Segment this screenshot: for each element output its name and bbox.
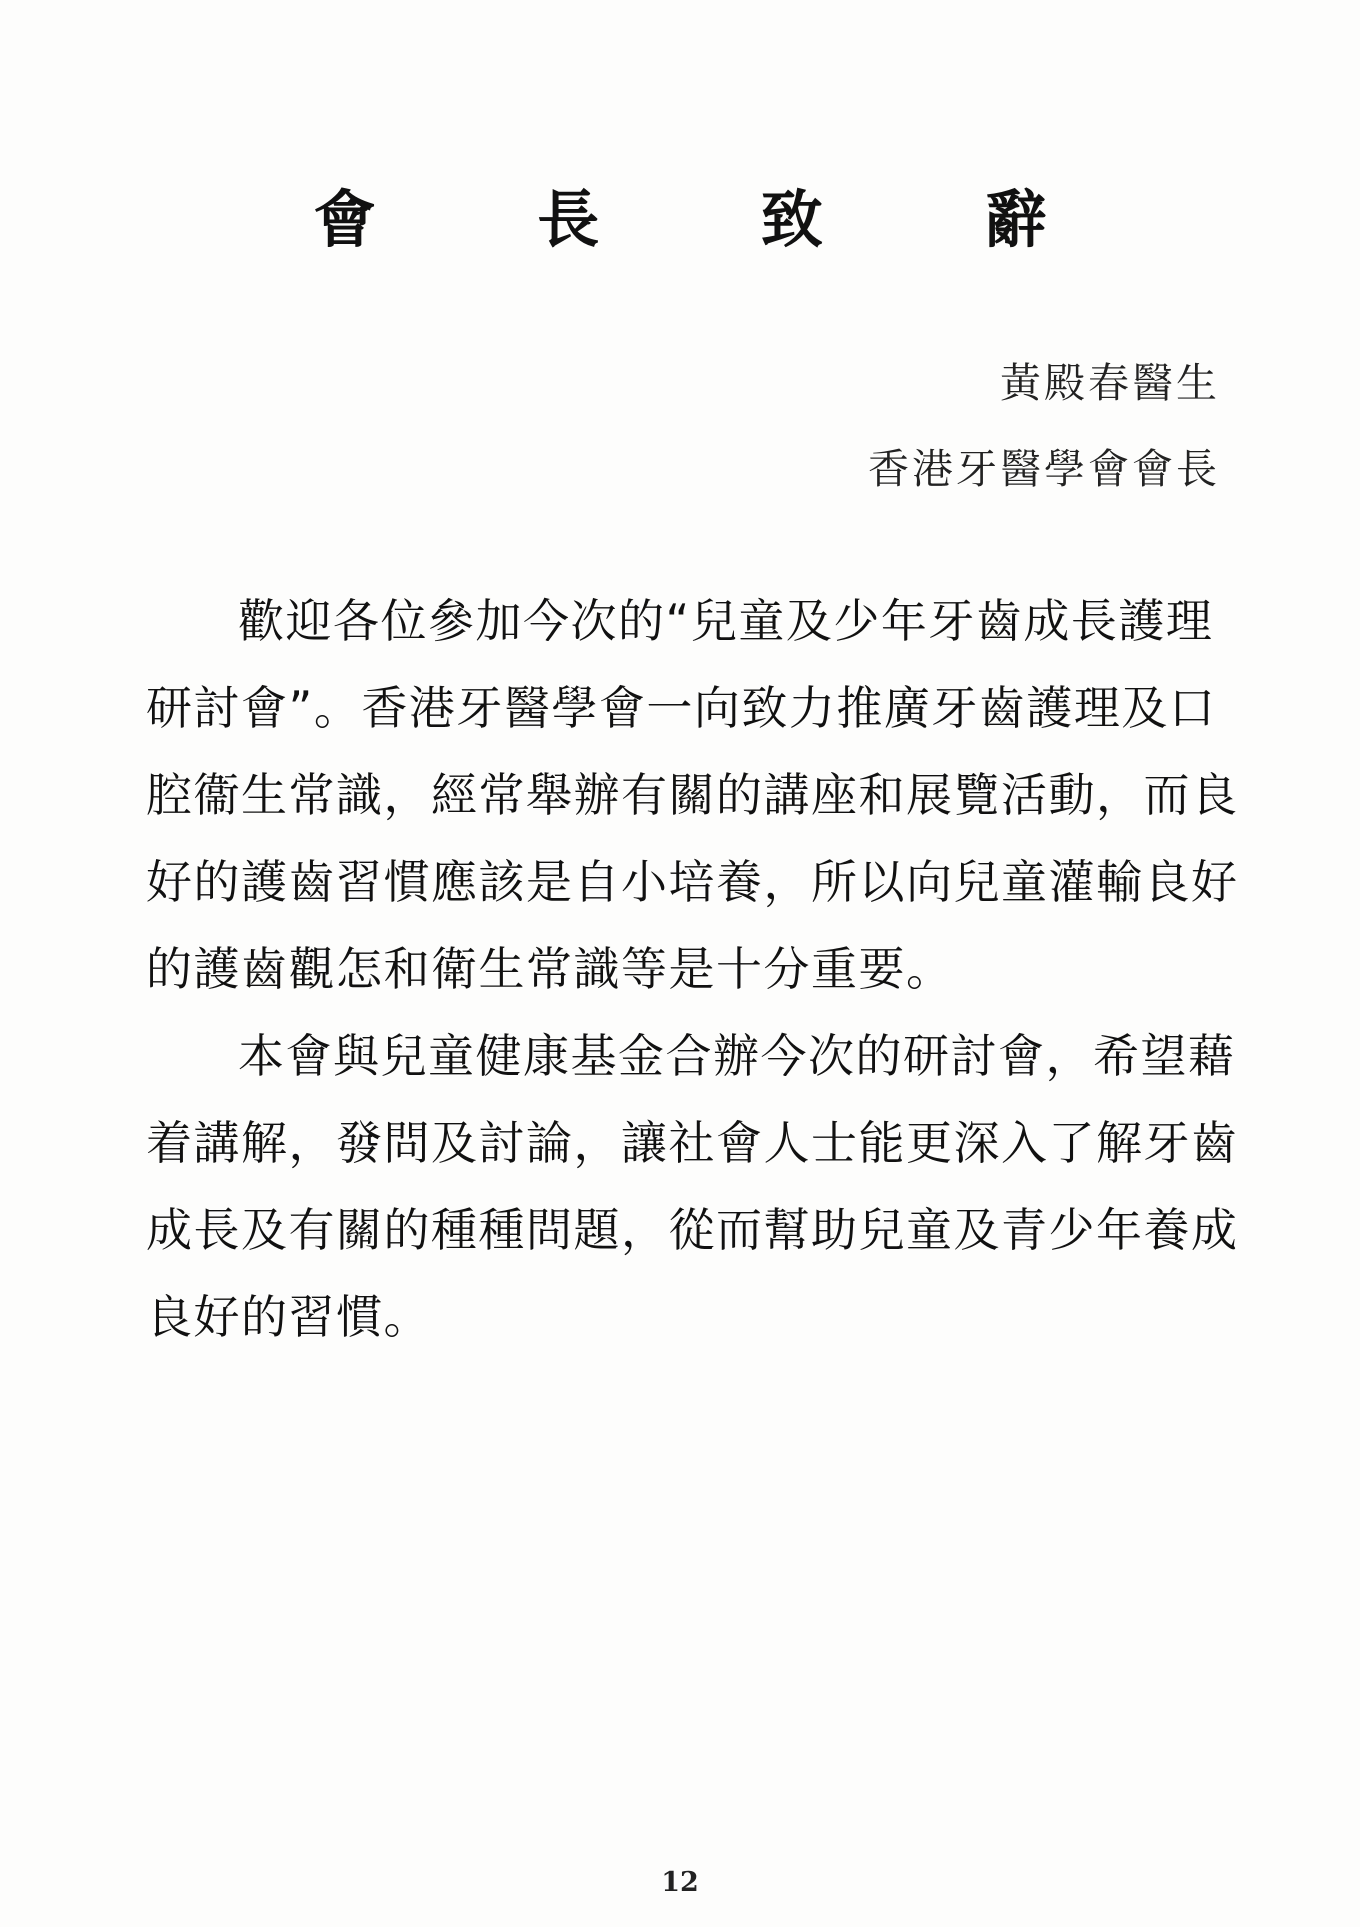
text-line: 着講解，發問及討論，讓社會人士能更深入了解牙齒 [146,1116,1239,1170]
message-body [146,578,1239,1361]
text-line: 腔衞生常識，經常舉辦有關的講座和展覽活動，而良 [146,768,1239,822]
page-title: 會 長 致 辭 [313,183,1117,256]
text-line: 良好的習慣。 [146,1290,431,1344]
paragraph [146,1013,1239,1361]
text-line: 研討會”。香港牙醫學會一向致力推廣牙齒護理及口 [146,681,1217,735]
text-line: 成長及有關的種種問題，從而幫助兒童及青少年養成 [146,1203,1239,1257]
paragraph [146,578,1239,1013]
author-name: 黃殿春醫生 [1000,359,1220,407]
text-line: 本會與兒童健康基金合辦今次的研討會，希望藉 [238,1029,1236,1083]
text-line: 好的護齒習慣應該是自小培養，所以向兒童灌輸良好 [146,855,1239,909]
text-line: 的護齒觀怎和衛生常識等是十分重要。 [146,942,954,996]
text-line: 歡迎各位參加今次的“兒童及少年牙齒成長護理 [238,594,1214,648]
page-number: 12 [661,1867,699,1898]
author-role: 香港牙醫學會會長 [868,445,1220,493]
